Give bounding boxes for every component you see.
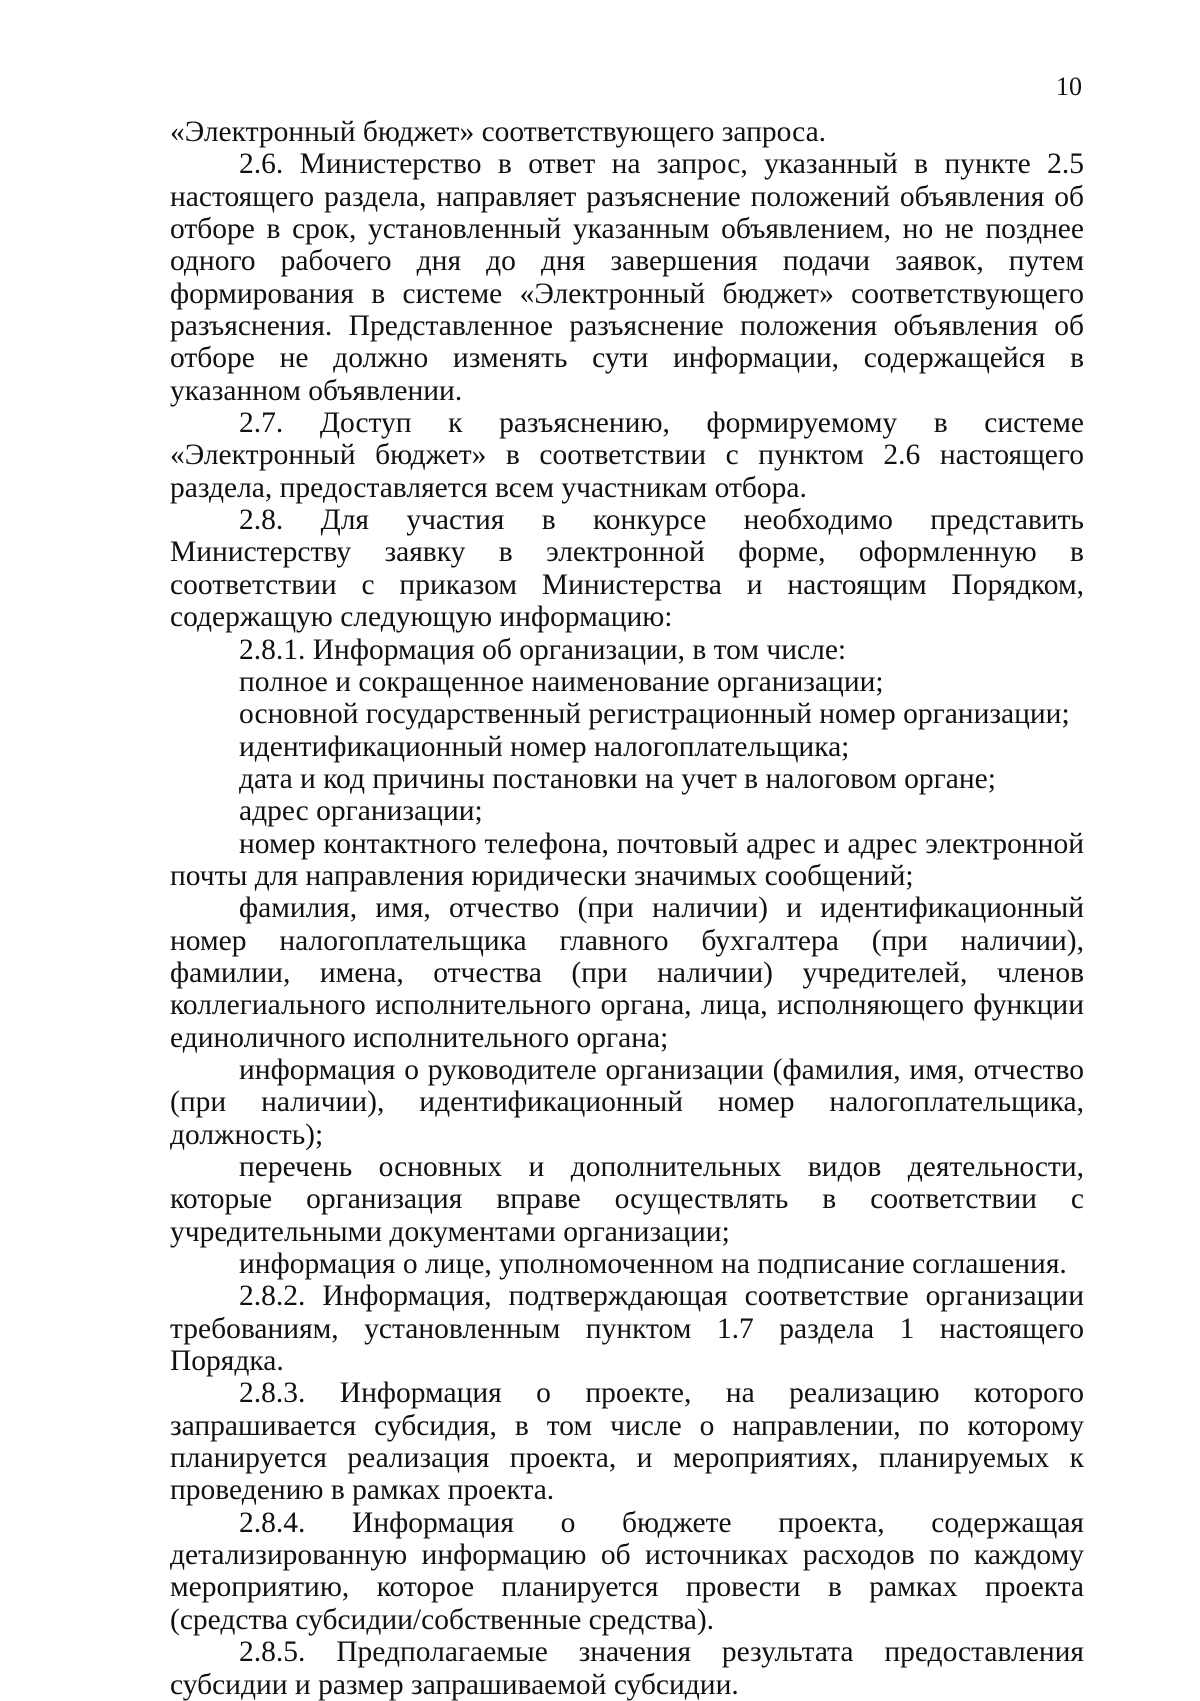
list-item: основной государственный регистрационный номер организации; (239, 698, 1070, 731)
paragraph-2-8-5: 2.8.5. Предполагаемые значения результата предоставления субсидии и размер запрашиваемой субсидии. (170, 1636, 1084, 1701)
list-item: номер контактного телефона, почтовый адрес и адрес электронной почты для направления юридически значимых сообщений; (170, 827, 1084, 892)
paragraph-2-7: 2.7. Доступ к разъяснению, формируемому в системе «Электронный бюджет» в соответствии с пунктом 2.6 настоящего раздела, предоставляется всем участникам отбора. (170, 407, 1084, 504)
paragraph-2-8: 2.8. Для участия в конкурсе необходимо представить Министерству заявку в электронной форме, оформленную в соответствии с приказом Министерства и настоящим Порядком, содержащую следующую информацию: (170, 504, 1084, 634)
paragraph-2-8-4: 2.8.4. Информация о бюджете проекта, содержащая детализированную информацию об источниках расходов по каждому мероприятию, которое планируется провести в рамках проекта (средства субсидии/собственные средства). (170, 1506, 1084, 1636)
document-body (170, 116, 1084, 1701)
list-item: полное и сокращенное наименование организации; (239, 665, 884, 698)
paragraph-2-6: 2.6. Министерство в ответ на запрос, указанный в пункте 2.5 настоящего раздела, направляет разъяснение положений объявления об отборе в срок, установленный указанным объявлением, но не позднее одного рабочего дня до дня завершения подачи заявок, путем формирования в системе «Электронный бюджет» соответствующего разъяснения. Представленное разъяснение положения объявления об отборе не должно изменять сути информации, содержащейся в указанном объявлении. (170, 148, 1084, 407)
list-item: перечень основных и дополнительных видов деятельности, которые организация вправе осуществлять в соответствии с учредительными документами организации; (170, 1151, 1084, 1248)
list-item: информация о лице, уполномоченном на подписание соглашения. (239, 1248, 1067, 1281)
paragraph-2-8-3: 2.8.3. Информация о проекте, на реализацию которого запрашивается субсидия, в том числе о направлении, по которому планируется реализация проекта, и мероприятиях, планируемых к проведению в рамках проекта. (170, 1377, 1084, 1507)
paragraph-continuation: «Электронный бюджет» соответствующего запроса. (170, 116, 827, 148)
list-item: адрес организации; (239, 795, 483, 828)
list-item: идентификационный номер налогоплательщика; (239, 730, 850, 763)
paragraph-2-8-1: 2.8.1. Информация об организации, в том числе: (239, 633, 847, 666)
list-item: фамилия, имя, отчество (при наличии) и идентификационный номер налогоплательщика главного бухгалтера (при наличии), фамилии, имена, отчества (при наличии) учредителей, членов коллегиального исполнительного органа, лица, исполняющего функции единоличного исполнительного органа; (170, 892, 1084, 1054)
list-item: информация о руководителе организации (фамилия, имя, отчество (при наличии), идентификационный номер налогоплательщика, должность); (170, 1053, 1084, 1151)
page-number: 10 (1056, 72, 1082, 101)
paragraph-2-8-2: 2.8.2. Информация, подтверждающая соответствие организации требованиям, установленным пунктом 1.7 раздела 1 настоящего Порядка. (170, 1280, 1084, 1378)
list-item: дата и код причины постановки на учет в налоговом органе; (239, 762, 996, 795)
